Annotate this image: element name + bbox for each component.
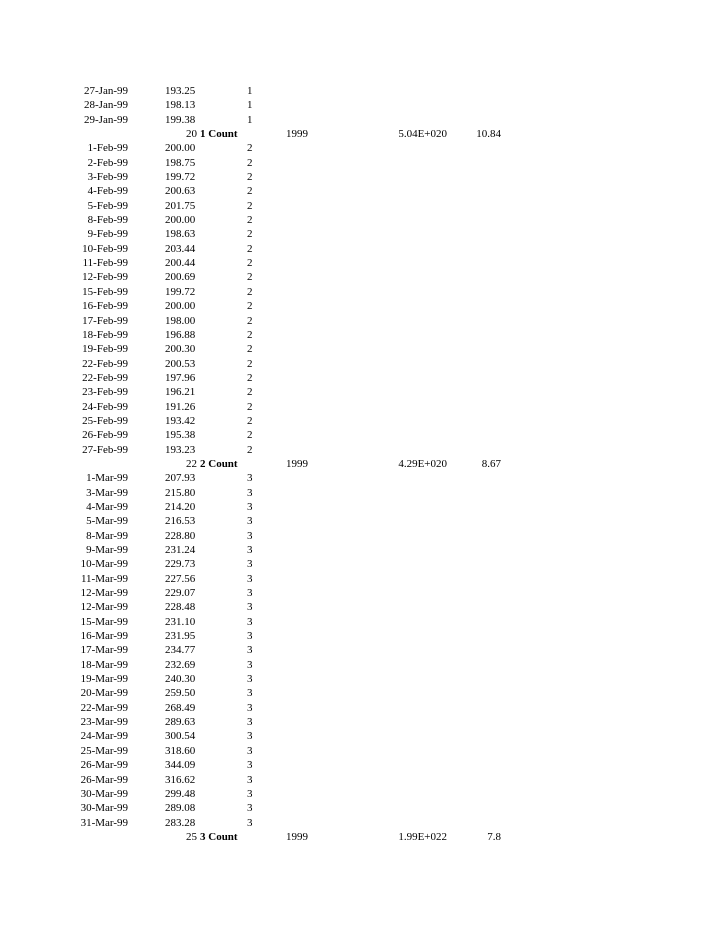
price-cell: 203.44	[165, 242, 196, 255]
month-cell: 2	[247, 343, 253, 356]
price-cell: 191.26	[165, 400, 196, 413]
data-row	[0, 428, 728, 442]
data-row	[0, 184, 728, 198]
date-cell: 19-Mar-99	[80, 673, 128, 686]
date-cell: 9-Feb-99	[87, 228, 128, 241]
data-row	[0, 156, 728, 170]
price-cell: 228.80	[165, 529, 196, 542]
month-cell: 3	[247, 802, 253, 815]
data-row	[0, 615, 728, 629]
month-cell: 3	[247, 716, 253, 729]
data-row	[0, 557, 728, 571]
price-cell: 200.69	[165, 271, 196, 284]
value-cell: 5.04E+020	[398, 128, 447, 141]
date-cell: 30-Mar-99	[80, 802, 128, 815]
date-cell: 12-Mar-99	[80, 601, 128, 614]
date-cell: 24-Feb-99	[82, 400, 128, 413]
month-cell: 3	[247, 544, 253, 556]
month-cell: 2	[247, 429, 253, 442]
data-row	[0, 227, 728, 241]
data-row	[0, 744, 728, 758]
year-cell: 1999	[286, 457, 308, 470]
price-cell: 234.77	[165, 644, 196, 657]
month-cell: 2	[247, 271, 253, 284]
price-cell: 240.30	[165, 673, 196, 686]
price-cell: 229.07	[165, 587, 196, 600]
summary-row	[0, 830, 728, 844]
month-cell: 1	[247, 99, 253, 112]
price-cell: 289.08	[165, 802, 196, 815]
date-cell: 23-Mar-99	[80, 716, 128, 729]
price-cell: 207.93	[165, 472, 196, 485]
count-cell: 20	[186, 128, 197, 141]
month-cell: 2	[247, 228, 253, 241]
data-row	[0, 672, 728, 686]
date-cell: 12-Feb-99	[82, 271, 128, 284]
price-cell: 193.25	[165, 85, 196, 97]
date-cell: 8-Feb-99	[87, 214, 128, 227]
month-cell: 2	[247, 214, 253, 227]
price-cell: 214.20	[165, 500, 196, 513]
month-cell: 3	[247, 744, 253, 757]
count-label: 1 Count	[200, 128, 238, 141]
date-cell: 22-Feb-99	[82, 371, 128, 384]
price-cell: 229.73	[165, 558, 196, 571]
month-cell: 2	[247, 156, 253, 169]
data-row	[0, 701, 728, 715]
date-cell: 17-Feb-99	[82, 314, 128, 327]
count-label: 3 Count	[200, 830, 238, 843]
month-cell: 3	[247, 500, 253, 513]
data-row	[0, 141, 728, 155]
date-cell: 5-Feb-99	[87, 199, 128, 212]
price-cell: 196.21	[165, 386, 196, 399]
month-cell: 3	[247, 687, 253, 700]
date-cell: 15-Mar-99	[80, 615, 128, 628]
month-cell: 3	[247, 759, 253, 772]
date-cell: 1-Feb-99	[87, 142, 128, 155]
month-cell: 2	[247, 357, 253, 370]
date-cell: 30-Mar-99	[80, 787, 128, 800]
data-row	[0, 773, 728, 787]
price-cell: 231.95	[165, 630, 196, 643]
price-cell: 200.00	[165, 214, 196, 227]
month-cell: 3	[247, 486, 253, 499]
date-cell: 29-Jan-99	[84, 113, 128, 126]
date-cell: 26-Feb-99	[82, 429, 128, 442]
price-cell: 318.60	[165, 744, 196, 757]
month-cell: 2	[247, 314, 253, 327]
data-row	[0, 729, 728, 743]
data-row	[0, 787, 728, 801]
month-cell: 3	[247, 644, 253, 657]
price-cell: 232.69	[165, 658, 196, 671]
date-cell: 22-Mar-99	[80, 701, 128, 714]
month-cell: 1	[247, 85, 253, 97]
month-cell: 2	[247, 257, 253, 270]
date-cell: 3-Mar-99	[86, 486, 128, 499]
price-cell: 196.88	[165, 328, 196, 341]
data-row	[0, 586, 728, 600]
month-cell: 3	[247, 816, 253, 829]
price-cell: 193.42	[165, 414, 196, 427]
month-cell: 2	[247, 371, 253, 384]
date-cell: 5-Mar-99	[86, 515, 128, 528]
date-cell: 27-Jan-99	[84, 85, 128, 97]
data-row	[0, 643, 728, 657]
summary-row	[0, 127, 728, 141]
data-row	[0, 658, 728, 672]
month-cell: 2	[247, 414, 253, 427]
data-row	[0, 500, 728, 514]
month-cell: 3	[247, 658, 253, 671]
date-cell: 23-Feb-99	[82, 386, 128, 399]
month-cell: 3	[247, 572, 253, 585]
price-cell: 200.63	[165, 185, 196, 198]
price-cell: 199.72	[165, 285, 196, 298]
month-cell: 3	[247, 587, 253, 600]
data-row	[0, 314, 728, 328]
price-cell: 227.56	[165, 572, 196, 585]
date-cell: 27-Feb-99	[82, 443, 128, 456]
data-row	[0, 629, 728, 643]
data-row	[0, 529, 728, 543]
month-cell: 1	[247, 113, 253, 126]
data-row	[0, 98, 728, 112]
date-cell: 10-Mar-99	[80, 558, 128, 571]
price-cell: 193.23	[165, 443, 196, 456]
date-cell: 9-Mar-99	[86, 544, 128, 556]
count-cell: 25	[186, 830, 197, 843]
year-cell: 1999	[286, 128, 308, 141]
price-cell: 344.09	[165, 759, 196, 772]
month-cell: 2	[247, 386, 253, 399]
summary-row	[0, 457, 728, 471]
month-cell: 2	[247, 185, 253, 198]
price-cell: 200.30	[165, 343, 196, 356]
data-row	[0, 572, 728, 586]
data-row	[0, 801, 728, 815]
data-row	[0, 816, 728, 830]
month-cell: 3	[247, 472, 253, 485]
month-cell: 3	[247, 601, 253, 614]
date-cell: 17-Mar-99	[80, 644, 128, 657]
price-cell: 198.75	[165, 156, 196, 169]
date-cell: 18-Mar-99	[80, 658, 128, 671]
price-cell: 199.38	[165, 113, 196, 126]
date-cell: 11-Mar-99	[80, 572, 128, 585]
data-row	[0, 543, 728, 557]
price-cell: 200.53	[165, 357, 196, 370]
data-row	[0, 371, 728, 385]
month-cell: 3	[247, 701, 253, 714]
price-cell: 300.54	[165, 730, 196, 743]
spreadsheet-table	[0, 84, 728, 844]
price-cell: 215.80	[165, 486, 196, 499]
month-cell: 3	[247, 515, 253, 528]
month-cell: 3	[247, 529, 253, 542]
data-row	[0, 84, 728, 98]
date-cell: 25-Mar-99	[80, 744, 128, 757]
date-cell: 19-Feb-99	[82, 343, 128, 356]
date-cell: 22-Feb-99	[82, 357, 128, 370]
month-cell: 2	[247, 328, 253, 341]
data-row	[0, 342, 728, 356]
month-cell: 3	[247, 558, 253, 571]
data-row	[0, 471, 728, 485]
data-row	[0, 715, 728, 729]
price-cell: 198.63	[165, 228, 196, 241]
date-cell: 26-Mar-99	[80, 773, 128, 786]
data-row	[0, 357, 728, 371]
month-cell: 2	[247, 242, 253, 255]
month-cell: 2	[247, 300, 253, 313]
date-cell: 28-Jan-99	[84, 99, 128, 112]
price-cell: 200.00	[165, 142, 196, 155]
price-cell: 200.00	[165, 300, 196, 313]
price-cell: 197.96	[165, 371, 196, 384]
data-row	[0, 270, 728, 284]
price-cell: 316.62	[165, 773, 196, 786]
price-cell: 195.38	[165, 429, 196, 442]
date-cell: 4-Feb-99	[87, 185, 128, 198]
data-row	[0, 486, 728, 500]
price-cell: 198.00	[165, 314, 196, 327]
month-cell: 2	[247, 199, 253, 212]
date-cell: 4-Mar-99	[86, 500, 128, 513]
month-cell: 2	[247, 171, 253, 184]
data-row	[0, 170, 728, 184]
data-row	[0, 242, 728, 256]
date-cell: 15-Feb-99	[82, 285, 128, 298]
data-row	[0, 113, 728, 127]
price-cell: 216.53	[165, 515, 196, 528]
price-cell: 283.28	[165, 816, 196, 829]
date-cell: 1-Mar-99	[86, 472, 128, 485]
ratio-cell: 7.8	[487, 830, 501, 843]
price-cell: 259.50	[165, 687, 196, 700]
date-cell: 16-Mar-99	[80, 630, 128, 643]
data-row	[0, 414, 728, 428]
date-cell: 16-Feb-99	[82, 300, 128, 313]
month-cell: 2	[247, 443, 253, 456]
price-cell: 289.63	[165, 716, 196, 729]
date-cell: 31-Mar-99	[80, 816, 128, 829]
data-row	[0, 758, 728, 772]
value-cell: 1.99E+022	[398, 830, 447, 843]
month-cell: 3	[247, 773, 253, 786]
price-cell: 201.75	[165, 199, 196, 212]
count-label: 2 Count	[200, 457, 238, 470]
month-cell: 2	[247, 142, 253, 155]
date-cell: 26-Mar-99	[80, 759, 128, 772]
data-row	[0, 199, 728, 213]
data-row	[0, 514, 728, 528]
date-cell: 8-Mar-99	[86, 529, 128, 542]
month-cell: 2	[247, 400, 253, 413]
date-cell: 20-Mar-99	[80, 687, 128, 700]
month-cell: 3	[247, 673, 253, 686]
price-cell: 200.44	[165, 257, 196, 270]
price-cell: 231.24	[165, 544, 196, 556]
price-cell: 231.10	[165, 615, 196, 628]
data-row	[0, 400, 728, 414]
date-cell: 10-Feb-99	[82, 242, 128, 255]
date-cell: 2-Feb-99	[87, 156, 128, 169]
price-cell: 268.49	[165, 701, 196, 714]
data-row	[0, 299, 728, 313]
year-cell: 1999	[286, 830, 308, 843]
data-row	[0, 443, 728, 457]
date-cell: 24-Mar-99	[80, 730, 128, 743]
date-cell: 18-Feb-99	[82, 328, 128, 341]
data-row	[0, 600, 728, 614]
value-cell: 4.29E+020	[398, 457, 447, 470]
month-cell: 3	[247, 787, 253, 800]
count-cell: 22	[186, 457, 197, 470]
price-cell: 198.13	[165, 99, 196, 112]
date-cell: 12-Mar-99	[80, 587, 128, 600]
ratio-cell: 10.84	[476, 128, 501, 141]
data-row	[0, 285, 728, 299]
price-cell: 199.72	[165, 171, 196, 184]
date-cell: 11-Feb-99	[82, 257, 128, 270]
price-cell: 299.48	[165, 787, 196, 800]
data-row	[0, 328, 728, 342]
data-row	[0, 213, 728, 227]
month-cell: 3	[247, 630, 253, 643]
date-cell: 3-Feb-99	[87, 171, 128, 184]
price-cell: 228.48	[165, 601, 196, 614]
month-cell: 2	[247, 285, 253, 298]
month-cell: 3	[247, 615, 253, 628]
data-row	[0, 256, 728, 270]
date-cell: 25-Feb-99	[82, 414, 128, 427]
data-row	[0, 686, 728, 700]
month-cell: 3	[247, 730, 253, 743]
data-row	[0, 385, 728, 399]
ratio-cell: 8.67	[481, 457, 501, 470]
